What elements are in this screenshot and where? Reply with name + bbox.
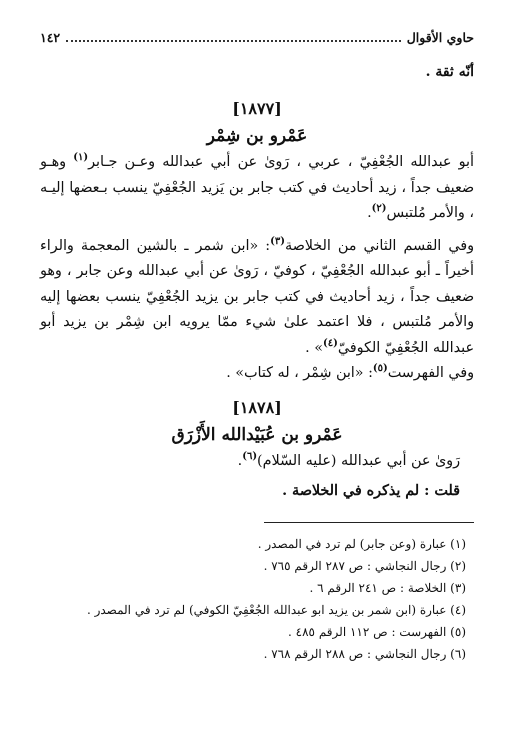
- paragraph-text: : «ابن شمر ـ بالشين المعجمة والراء أخيراً ـ أبو عبدالله الجُعْفِيّ ، كوفيّ ، رَوىٰ عن أبي عبدالله وعن جابر ، وهو ضعيف جداً ، زيد أحاديث في كتب جابر بن يزيد الجُعْفِيّ ينسب بعضها إليه والأمر مُلتبس ، فلا اعتمد علىٰ شيء ممّا يرويه ابن شِمْر بن يزيد أبو عبدالله الجُعْفِيّ الكوفيّ: [40, 237, 474, 356]
- paragraph-text: .: [367, 205, 372, 221]
- author-note: قلت : لم يذكره في الخلاصة .: [282, 483, 460, 499]
- footnote-marker: (٤): [323, 337, 338, 349]
- paragraph-text: رَوىٰ عن أبي عبدالله (عليه السّلام): [257, 452, 460, 469]
- entry-heading: عَمْرو بن عُبَيْدالله الأَزْرَق: [171, 424, 343, 445]
- paragraph-text: وهـو ضعيف جداً ، زيد أحاديث في كتب جابر بن يَزيد الجُعْفِيّ ينسب بـعضها إليـه ، والأمر مُلتبس: [40, 154, 474, 221]
- book-title: حاوي الأقوال: [406, 30, 474, 45]
- entry-paragraph: [40, 234, 474, 362]
- header-leader-dots: [66, 40, 401, 42]
- footnote-marker: (٣): [270, 235, 285, 247]
- paragraph-text: أبو عبدالله الجُعْفِيّ ، عربي ، رَوىٰ عن أبي عبدالله وعـن جـابر: [88, 154, 475, 170]
- footnote-marker: (٦): [242, 450, 258, 462]
- page-number: ١٤٢: [40, 30, 61, 45]
- footnote-marker: (٥): [372, 363, 388, 375]
- footnote-line: (٦) رجال النجاشي : ص ٢٨٨ الرقم ٧٦٨ .: [263, 647, 466, 661]
- footnote-separator: [264, 522, 474, 523]
- entry-number: [١٨٧٧]: [232, 99, 282, 118]
- footnote-marker: (١): [73, 152, 89, 164]
- footnote-line: (٢) رجال النجاشي : ص ٢٨٧ الرقم ٧٦٥ .: [263, 559, 466, 573]
- paragraph-text: : «ابن شِمْر ، له كتاب» .: [226, 365, 373, 381]
- paragraph-text: وفي الفهرست: [387, 365, 474, 381]
- footnote-line: (١) عبارة (وعن جابر) لم ترد في المصدر .: [257, 537, 466, 551]
- entry-paragraph: [40, 361, 474, 387]
- entry-number: [١٨٧٨]: [232, 397, 282, 417]
- paragraph-text: وفي القسم الثاني من الخلاصة: [284, 237, 474, 254]
- previous-entry-tail: أنّه ثقة .: [425, 64, 474, 80]
- paragraph-text: » .: [305, 339, 324, 356]
- footnote-line: (٤) عبارة (ابن شمر بن يزيد ابو عبدالله الجُعْفِيّ الكوفي) لم ترد في المصدر .: [86, 603, 466, 617]
- entry-paragraph: [40, 449, 474, 475]
- footnote-marker: (٢): [371, 203, 387, 215]
- footnote-line: (٥) الفهرست : ص ١١٢ الرقم ٤٨٥ .: [288, 625, 466, 639]
- entry-heading: عَمْرو بن شِمْر: [206, 126, 308, 146]
- paragraph-text: .: [237, 452, 243, 469]
- entry-paragraph: [40, 150, 474, 227]
- footnotes: [40, 533, 474, 665]
- running-header: [40, 30, 474, 46]
- footnote-line: (٣) الخلاصة : ص ٢٤١ الرقم ٦ .: [309, 581, 466, 595]
